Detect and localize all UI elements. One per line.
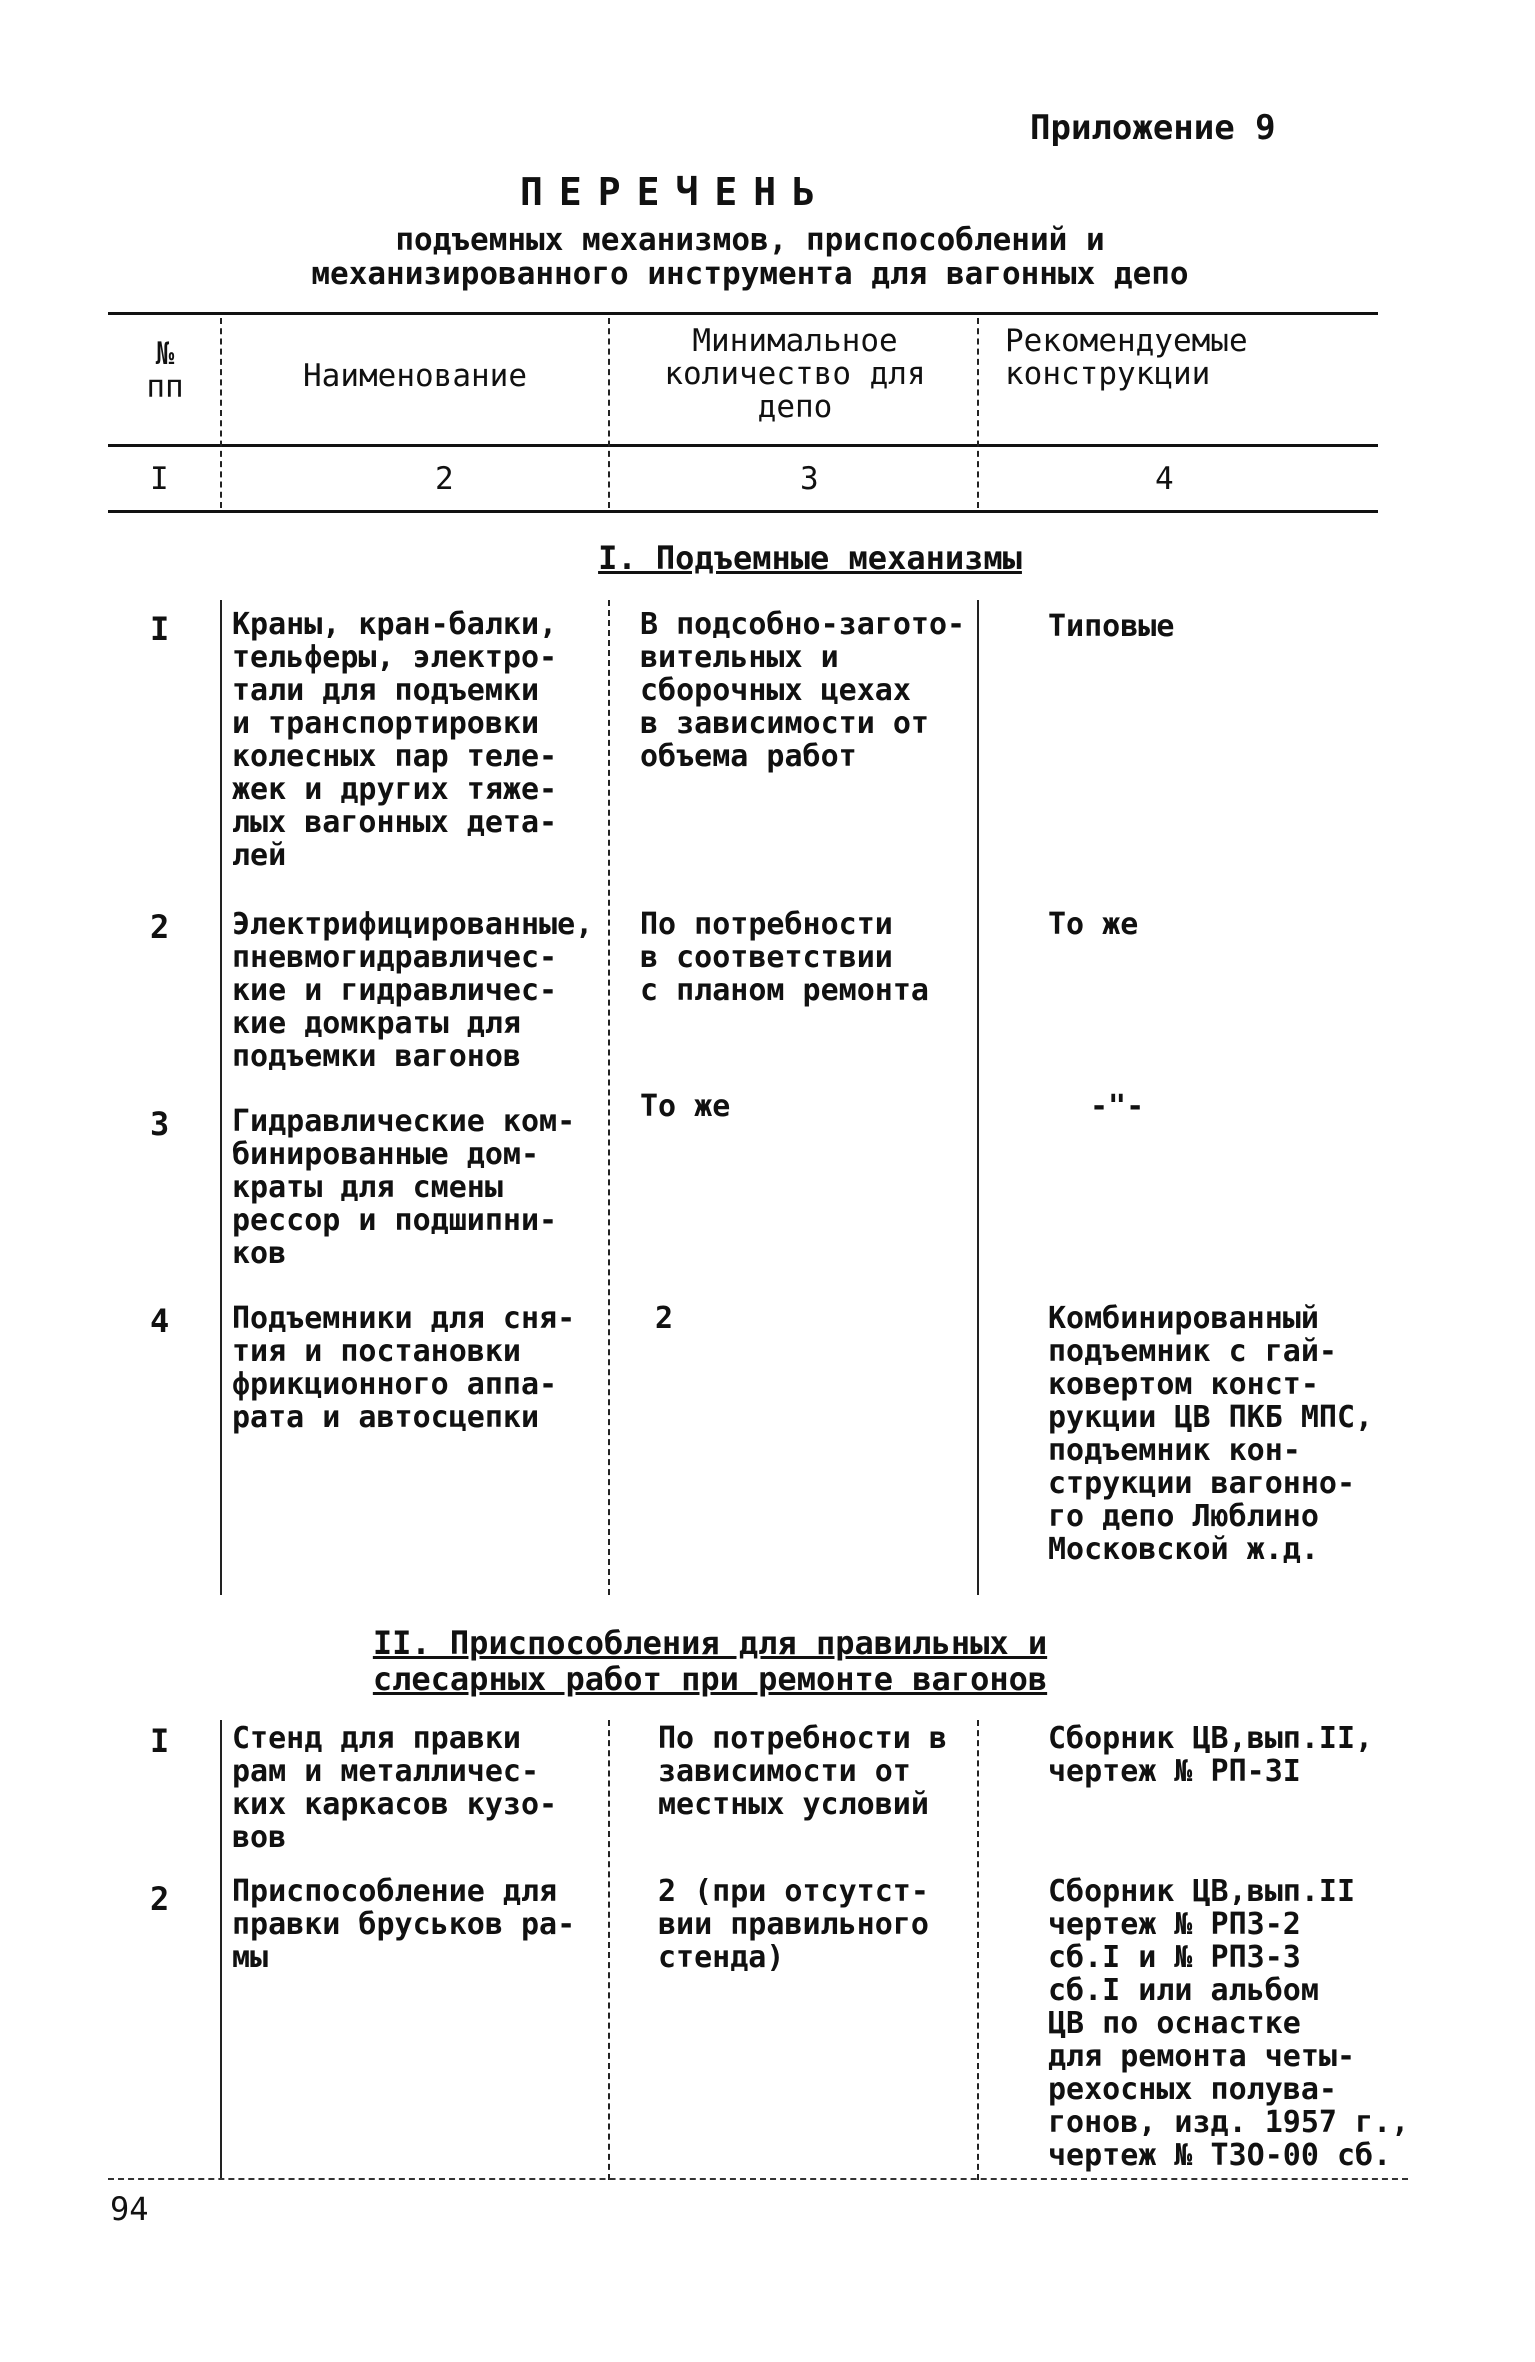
header-recommended: Рекомендуемые конструкции <box>1005 323 1248 392</box>
table-bottom-rule <box>108 2178 1408 2180</box>
subtitle-line-2: механизированного инструмента для вагонных депо <box>311 256 1189 292</box>
header-bottom-rule <box>108 444 1378 447</box>
row-1-4-num: 4 <box>150 1302 170 1340</box>
row-1-4-qty: 2 <box>655 1301 674 1336</box>
row-1-2-name: Электрифицированные, пневмогидравличес- кие и гидравличес- кие домкраты для подъемки вагонов <box>232 907 594 1074</box>
row-1-3-rec: -"- <box>1090 1089 1145 1124</box>
row-1-3-qty: То же <box>640 1089 731 1124</box>
row-1-4-name: Подъемники для сня- тия и постановки фрикционного аппа- рата и автосцепки <box>232 1301 576 1435</box>
row-2-1-name: Стенд для правки рам и металличес- ких каркасов кузо- вов <box>232 1721 558 1855</box>
header-separator <box>608 318 610 508</box>
row-1-1-rec: Типовые <box>1048 609 1175 644</box>
row-1-4-rec: Комбинированный подъемник с гай- ковертом конст- рукции ЦВ ПКБ МПС, подъемник кон- струкции вагонно- го депо Люблино Московской ж.д. <box>1048 1301 1374 1567</box>
header-num: № пп <box>146 336 184 405</box>
row-1-3-name: Гидравлические ком- бинированные дом- краты для смены рессор и подшипни- ков <box>232 1104 576 1271</box>
row-2-2-rec: Сборник ЦВ,вып.II чертеж № РПЗ-2 сб.I и № РПЗ-3 сб.I или альбом ЦВ по оснастке для ремонта четы- рехосных полува- гонов, изд. 1957 г., чертеж № ТЗО-00 сб. <box>1048 1874 1410 2173</box>
page-title: ПЕРЕЧЕНЬ <box>520 170 832 214</box>
column-rule <box>608 600 610 1595</box>
row-2-2-name: Приспособление для правки бруськов ра- мы <box>232 1874 576 1975</box>
section-title-1: I. Подъемные механизмы <box>598 539 1022 577</box>
col-number-2: 2 <box>435 461 454 497</box>
column-rule <box>608 1720 610 2180</box>
col-number-4: 4 <box>1155 461 1174 497</box>
table-top-rule <box>108 312 1378 315</box>
column-number-rule <box>108 510 1378 513</box>
row-1-1-qty: В подсобно-загото- вительных и сборочных цехах в зависимости от объема работ <box>640 607 966 774</box>
header-min-qty: Минимальное количество для депо <box>664 323 926 425</box>
page-number: 94 <box>110 2190 149 2228</box>
header-separator <box>977 318 979 508</box>
row-1-1-num: I <box>150 610 170 648</box>
row-1-2-num: 2 <box>150 908 170 946</box>
row-2-1-qty: По потребности в зависимости от местных условий <box>658 1721 947 1822</box>
row-2-1-num: I <box>150 1722 170 1760</box>
col-number-3: 3 <box>800 461 819 497</box>
header-separator <box>220 318 222 508</box>
col-number-1: I <box>150 461 169 497</box>
row-2-1-rec: Сборник ЦВ,вып.II, чертеж № РП-3I <box>1048 1721 1374 1789</box>
column-rule <box>220 1720 222 2180</box>
appendix-label: Приложение 9 <box>1030 108 1276 148</box>
header-name: Наименование <box>303 358 527 394</box>
section-title-2: II. Приспособления для правильных и слесарных работ при ремонте вагонов <box>372 1624 1048 1698</box>
row-1-1-name: Краны, кран-балки, тельферы, электро- тали для подъемки и транспортировки колесных пар теле- жек и других тяже- лых вагонных дета- лей <box>232 607 558 873</box>
row-1-2-rec: То же <box>1048 907 1139 942</box>
row-1-3-num: 3 <box>150 1105 170 1143</box>
row-1-2-qty: По потребности в соответствии с планом ремонта <box>640 907 929 1008</box>
subtitle-line-1: подъемных механизмов, приспособлений и <box>395 222 1105 258</box>
row-2-2-qty: 2 (при отсутст- вии правильного стенда) <box>658 1874 929 1975</box>
row-2-2-num: 2 <box>150 1880 170 1918</box>
column-rule <box>220 600 222 1595</box>
